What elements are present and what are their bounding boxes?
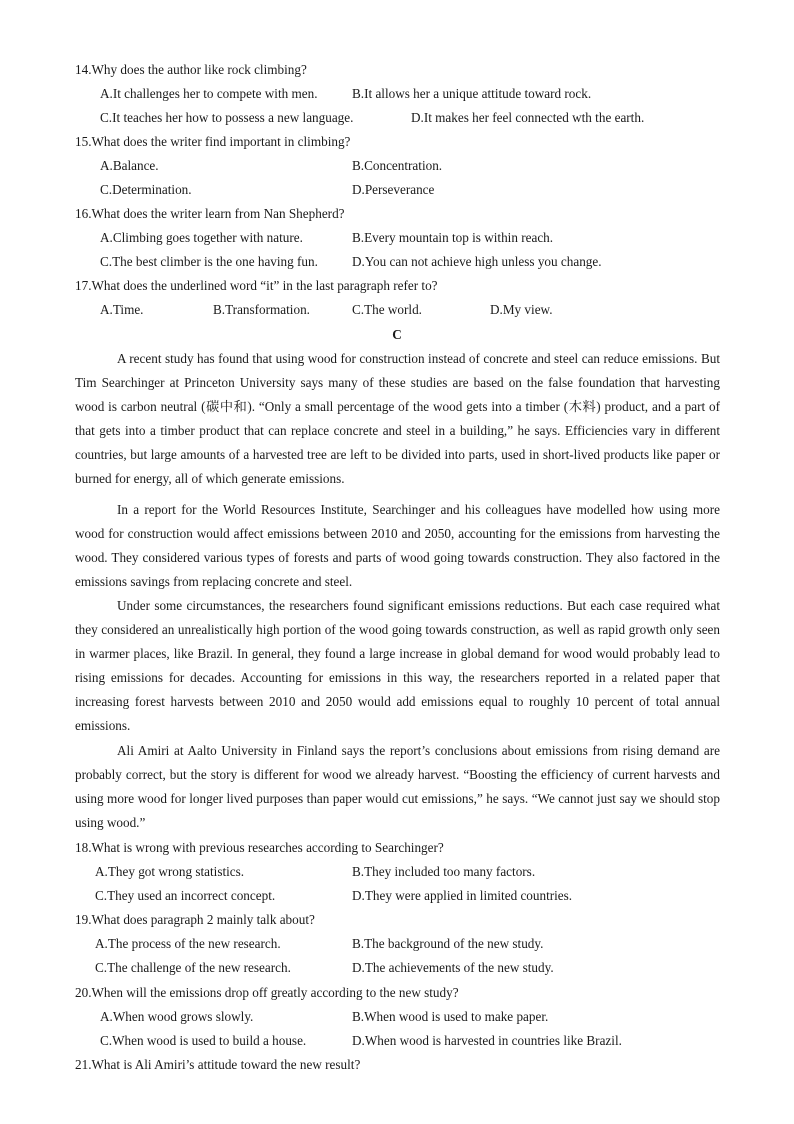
option-d: D.The achievements of the new study. <box>352 960 554 975</box>
option-b: B.Concentration. <box>352 158 443 173</box>
option-a: A.They got wrong statistics. <box>95 864 245 879</box>
option-c: C.The world. <box>352 302 422 317</box>
option-d: D.Perseverance <box>352 182 435 197</box>
passage-paragraph: Ali Amiri at Aalto University in Finland says the report’s conclusions about emissions from rising demand are probably correct, but the story is different for wood we already harvest. “Boosting the efficiency of current harvests and using more wood for longer lived purposes than paper would cut emissions,” he says. “We cannot just say we should stop using wood.” <box>75 743 720 830</box>
option-a: A.Climbing goes together with nature. <box>100 230 303 245</box>
option-d: D.My view. <box>490 302 553 317</box>
option-c: C.The best climber is the one having fun. <box>100 254 318 269</box>
question-stem: 16.What does the writer learn from Nan Shepherd? <box>75 206 345 221</box>
option-c: C.They used an incorrect concept. <box>95 888 276 903</box>
passage-paragraph: Under some circumstances, the researchers found significant emissions reductions. But each case required what they considered an unrealistically high portion of the wood going towards construction, as well as rapid growth only seen in warmer places, like Brazil. In general, they found a large increase in global demand for wood would probably lead to rising emissions for decades. Accounting for emissions in this way, the researchers reported in a related paper that increasing forest harvests between 2010 and 2050 would add emissions equal to roughly 10 percent of total annual emissions. <box>75 598 720 733</box>
option-d: D.They were applied in limited countries. <box>352 888 573 903</box>
question-stem: 14.Why does the author like rock climbing? <box>75 62 307 77</box>
option-a: A.When wood grows slowly. <box>100 1009 254 1024</box>
option-b: B.They included too many factors. <box>352 864 536 879</box>
option-c: C.Determination. <box>100 182 192 197</box>
option-d: D.When wood is harvested in countries like Brazil. <box>352 1033 622 1048</box>
question-stem: 21.What is Ali Amiri’s attitude toward the new result? <box>75 1057 361 1072</box>
option-b: B.Every mountain top is within reach. <box>352 230 554 245</box>
question-stem: 20.When will the emissions drop off greatly according to the new study? <box>75 985 459 1000</box>
question-stem: 17.What does the underlined word “it” in the last paragraph refer to? <box>75 278 438 293</box>
option-d: D.You can not achieve high unless you change. <box>352 254 602 269</box>
option-d: D.It makes her feel connected wth the earth. <box>411 110 645 125</box>
question-stem: 18.What is wrong with previous researches according to Searchinger? <box>75 840 444 855</box>
option-b: B.The background of the new study. <box>352 936 544 951</box>
passage-paragraph: In a report for the World Resources Institute, Searchinger and his colleagues have modelled how using more wood for construction would affect emissions between 2010 and 2050, accounting for the emissions from harvesting the wood. They considered various types of forests and parts of wood going towards construction. They also factored in the emissions savings from replacing concrete and steel. <box>75 502 720 589</box>
passage-paragraph: A recent study has found that using wood for construction instead of concrete and steel can reduce emissions. But Tim Searchinger at Princeton University says many of these studies are based on the false foundation that harvesting wood is carbon neutral (碳中和). “Only a small percentage of the wood gets into a timber (木料) product, and a part of that gets into a timber product that can replace concrete and steel in a building,” he says. Efficiencies vary in different countries, but large amounts of a harvested tree are left to be divided into parts, used in short-lived products like paper or burned for energy, all of which generate emissions. <box>75 351 720 486</box>
question-stem: 19.What does paragraph 2 mainly talk about? <box>75 912 315 927</box>
option-b: B.It allows her a unique attitude toward rock. <box>352 86 592 101</box>
option-c: C.The challenge of the new research. <box>95 960 291 975</box>
option-c: C.When wood is used to build a house. <box>100 1033 307 1048</box>
question-stem: 15.What does the writer find important in climbing? <box>75 134 351 149</box>
option-a: A.The process of the new research. <box>95 936 281 951</box>
option-b: B.When wood is used to make paper. <box>352 1009 549 1024</box>
option-a: A.Balance. <box>100 158 159 173</box>
option-a: A.It challenges her to compete with men. <box>100 86 318 101</box>
section-heading: C <box>392 327 402 342</box>
option-c: C.It teaches her how to possess a new language. <box>100 110 354 125</box>
option-b: B.Transformation. <box>213 302 310 317</box>
option-a: A.Time. <box>100 302 144 317</box>
